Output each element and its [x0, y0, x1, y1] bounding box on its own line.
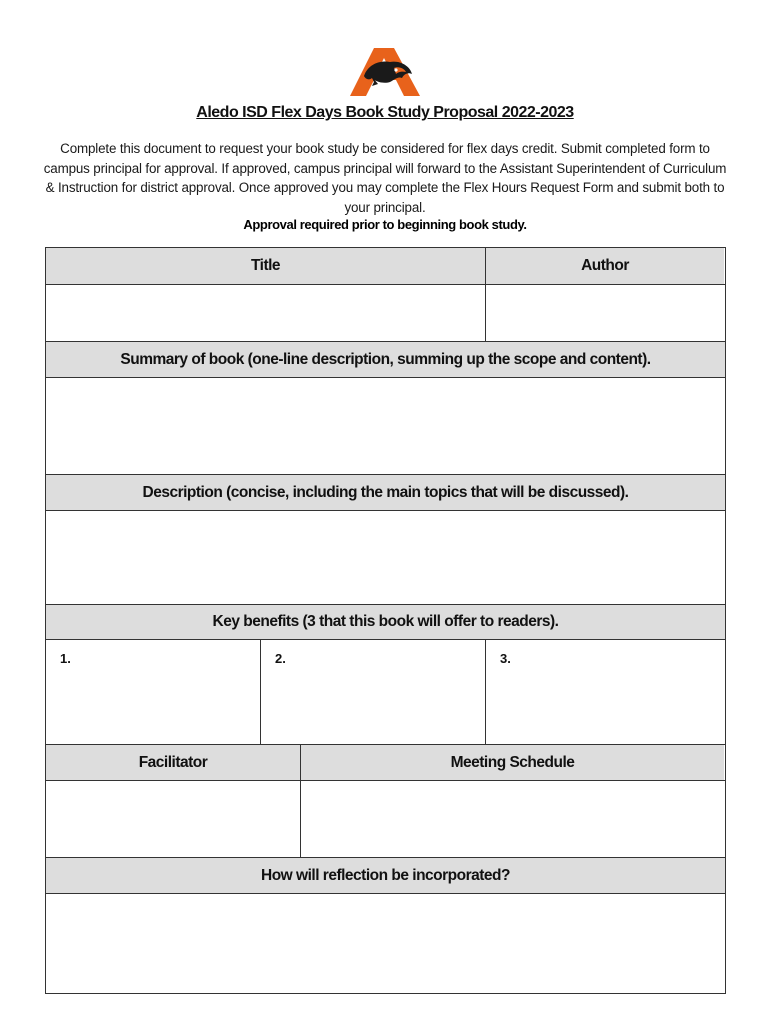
benefit-2-field[interactable] [261, 640, 486, 744]
benefit-2-number: 2. [275, 651, 286, 666]
facilitator-field[interactable] [46, 781, 301, 857]
title-header: Title [46, 248, 486, 284]
benefit-1-field[interactable] [46, 640, 261, 744]
title-field[interactable] [46, 285, 486, 341]
summary-field[interactable] [46, 378, 725, 475]
benefit-3-field[interactable] [486, 640, 724, 744]
reflection-field[interactable] [46, 894, 725, 992]
facilitator-header: Facilitator [46, 745, 301, 780]
approval-note: Approval required prior to beginning book study. [243, 217, 527, 232]
benefits-row [46, 640, 725, 745]
reflection-header: How will reflection be incorporated? [46, 858, 725, 894]
title-author-input-row [46, 285, 725, 342]
schedule-header: Meeting Schedule [301, 745, 724, 780]
instructions-paragraph: Complete this document to request your book study be considered for flex days credit. Submit completed form to campus principal for approval. If approved, campus principal will forward to the Assistant Superintendent of Curriculum & Instruction for district approval. Once approved you may complete the Flex Hours Request Form and submit both to your principal. [43, 141, 727, 215]
benefit-3-number: 3. [500, 651, 511, 666]
author-field[interactable] [486, 285, 724, 341]
document-title: Aledo ISD Flex Days Book Study Proposal 2022-2023 [196, 104, 574, 121]
proposal-form [45, 247, 726, 994]
facilitator-schedule-header-row [46, 745, 725, 781]
description-header: Description (concise, including the main topics that will be discussed). [46, 475, 725, 511]
benefits-header: Key benefits (3 that this book will offer to readers). [46, 605, 725, 640]
benefit-1-number: 1. [60, 651, 71, 666]
description-field[interactable] [46, 511, 725, 605]
title-author-header-row [46, 248, 725, 285]
author-header: Author [486, 248, 724, 284]
aledo-bearcat-logo-icon [350, 46, 422, 98]
schedule-field[interactable] [301, 781, 724, 857]
summary-header: Summary of book (one-line description, summing up the scope and content). [46, 342, 725, 378]
facilitator-schedule-input-row [46, 781, 725, 858]
